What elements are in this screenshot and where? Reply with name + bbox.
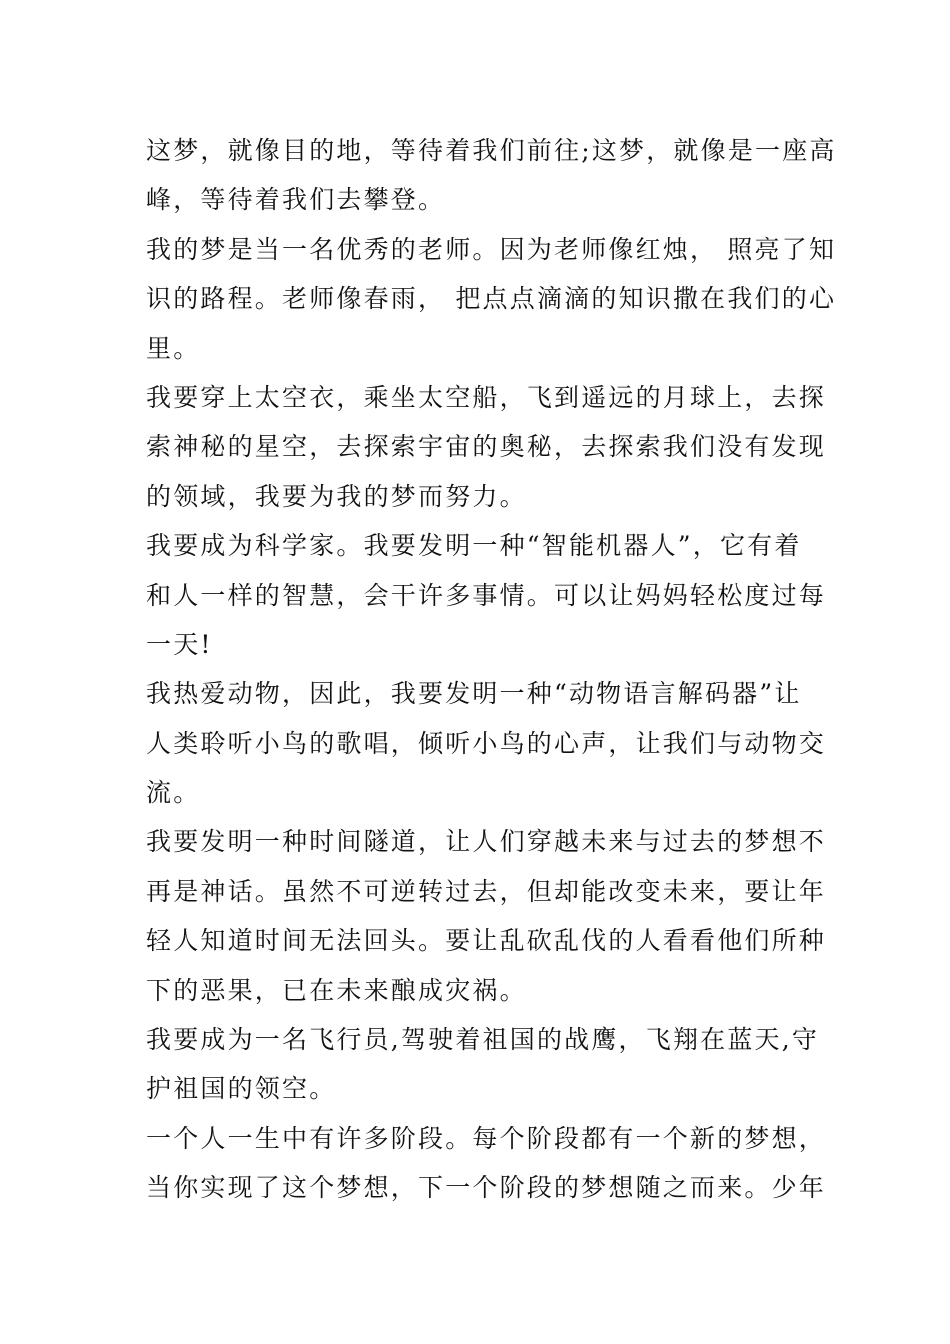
text-line: 轻人知道时间无法回头。要让乱砍乱伐的人看看他们所种 <box>146 926 827 956</box>
text-line: 我要穿上太空衣，乘坐太空船，飞到遥远的月球上，去探 <box>146 382 827 412</box>
text-line: 这梦，就像目的地，等待着我们前往;这梦，就像是一座高 <box>146 136 837 165</box>
text-line: 和人一样的智慧，会干许多事情。可以让妈妈轻松度过每 <box>146 580 827 610</box>
text-line: 里。 <box>146 333 201 363</box>
text-line: 索神秘的星空，去探索宇宙的奥秘，去探索我们没有发现 <box>146 432 827 462</box>
text-line: 护祖国的领空。 <box>146 1074 337 1104</box>
text-line: 我要成为一名飞行员,驾驶着祖国的战鹰，飞翔在蓝天,守 <box>146 1025 820 1055</box>
text-line: 一个人一生中有许多阶段。每个阶段都有一个新的梦想， <box>146 1123 827 1153</box>
text-line: 峰，等待着我们去攀登。 <box>146 185 446 215</box>
text-line: 识的路程。老师像春雨， 把点点滴滴的知识撒在我们的心 <box>146 284 837 314</box>
text-line: 流。 <box>146 778 201 808</box>
text-line: 一天! <box>146 629 213 659</box>
text-line: 下的恶果，已在未来酿成灾祸。 <box>146 975 527 1005</box>
document-body <box>146 126 837 1213</box>
text-line: 的领域，我要为我的梦而努力。 <box>146 481 527 511</box>
text-line: 人类聆听小鸟的歌唱，倾听小鸟的心声，让我们与动物交 <box>146 728 827 758</box>
text-line: 当你实现了这个梦想，下一个阶段的梦想随之而来。少年 <box>146 1173 827 1203</box>
text-line: 再是神话。虽然不可逆转过去，但却能改变未来，要让年 <box>146 876 827 906</box>
text-line: 我要发明一种时间隧道，让人们穿越未来与过去的梦想不 <box>146 827 827 857</box>
text-line: 我的梦是当一名优秀的老师。因为老师像红烛， 照亮了知 <box>146 234 837 264</box>
text-line: 我要成为科学家。我要发明一种“智能机器人”，它有着 <box>146 531 802 561</box>
text-line: 我热爱动物，因此，我要发明一种“动物语言解码器”让 <box>146 679 802 709</box>
